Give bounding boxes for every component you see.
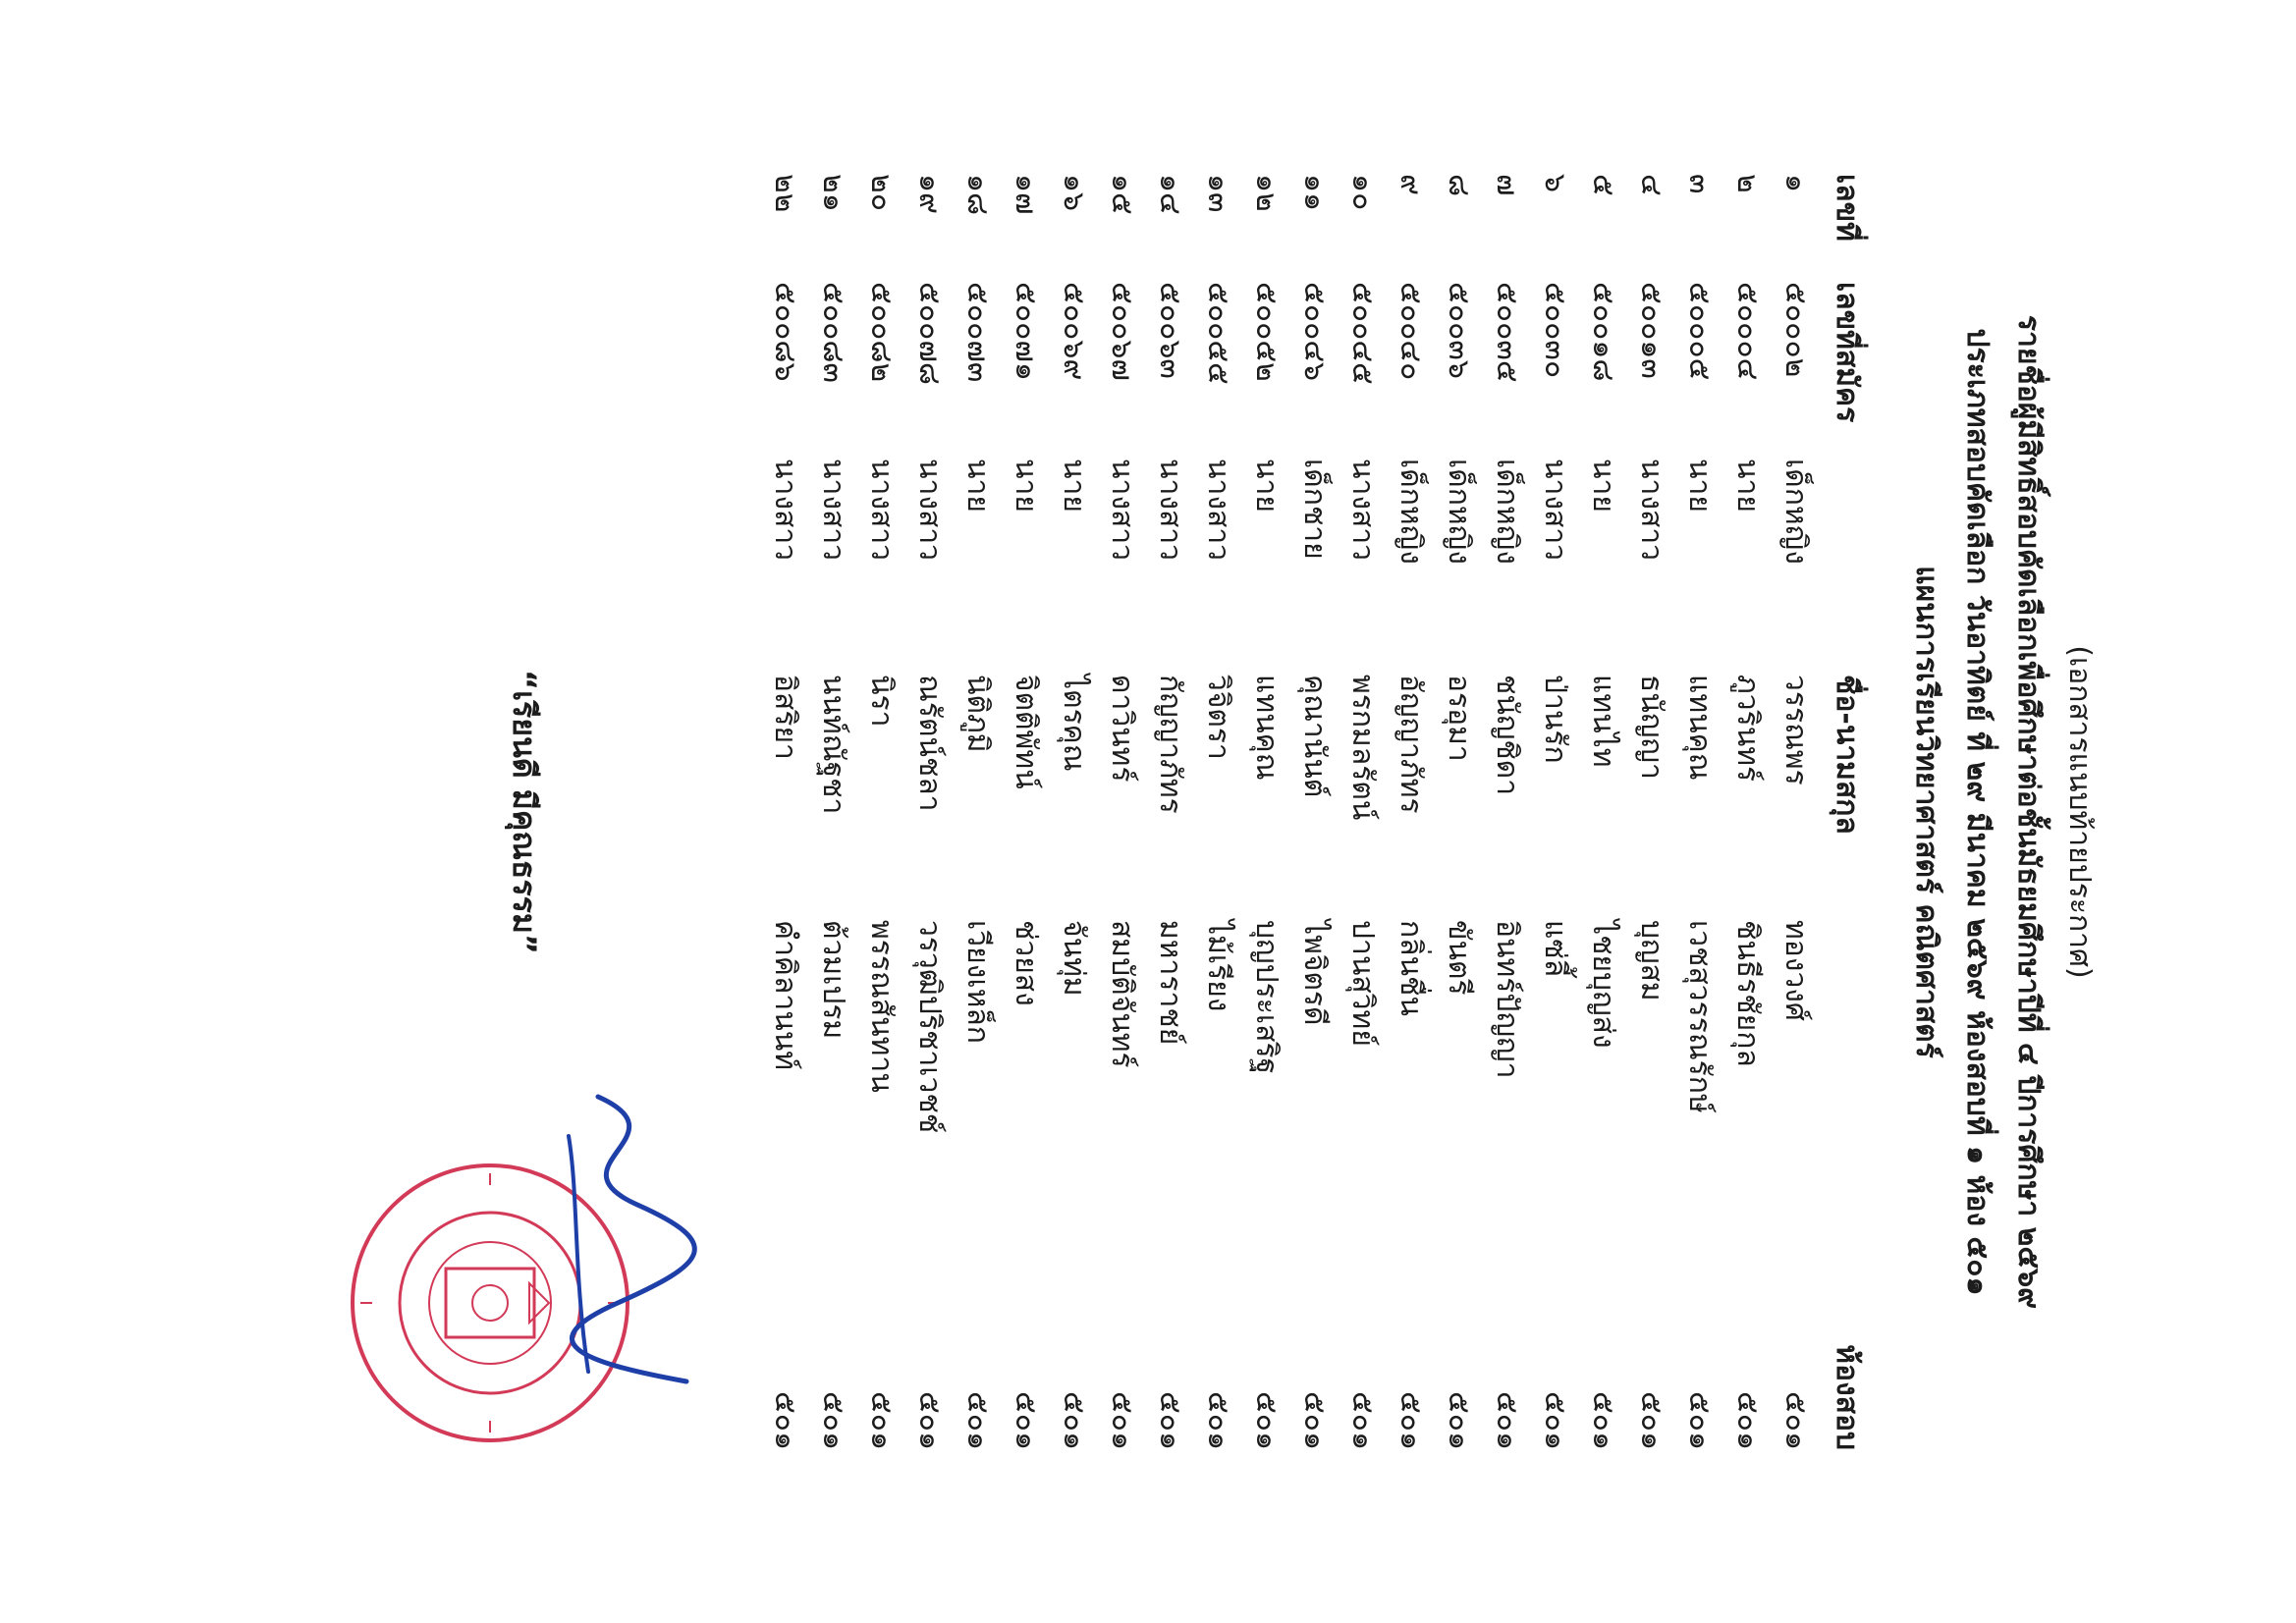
handwritten-signature xyxy=(529,1077,745,1401)
cell-applicant-id: ๕๐๐๖๓ xyxy=(1153,281,1187,379)
col-header-no: เลขที่ xyxy=(1830,173,1865,242)
study-program: แผนการเรียนวิทยาศาสตร์ คณิตศาสตร์ xyxy=(1909,565,1943,1058)
cell-room: ๕๐๑ xyxy=(1345,1390,1380,1450)
cell-no: ๑๖ xyxy=(1057,173,1091,211)
cell-applicant-id: ๕๐๐๔๖ xyxy=(1297,281,1332,381)
cell-first-name: แทนคุณ xyxy=(1249,674,1284,781)
cell-prefix: เด็กหญิง xyxy=(1778,458,1813,565)
cell-prefix: เด็กหญิง xyxy=(1394,458,1428,565)
cell-no: ๒๐ xyxy=(864,173,899,211)
document-note: (เอกสารแนบท้ายประกาศ) xyxy=(2062,644,2097,979)
cell-last-name: สมบัติจันทร์ xyxy=(1105,919,1139,1068)
cell-last-name: แซ่ลี้ xyxy=(1538,919,1572,977)
cell-applicant-id: ๕๐๐๗๓ xyxy=(960,281,995,382)
cell-room: ๕๐๑ xyxy=(1297,1390,1332,1450)
cell-room: ๕๐๑ xyxy=(1442,1390,1476,1450)
cell-no: ๑๓ xyxy=(1201,173,1235,213)
cell-last-name: จันทุ่ม xyxy=(1057,919,1091,997)
table-row xyxy=(1339,174,1387,1450)
cell-last-name: คำคิลานนท์ xyxy=(768,919,802,1070)
cell-no: ๑๐ xyxy=(1345,173,1380,210)
cell-no: ๑๗ xyxy=(1009,173,1043,215)
cell-last-name: พรรณสันทาน xyxy=(864,919,899,1093)
cell-no: ๙ xyxy=(1394,173,1428,195)
cell-first-name: ชนัญชิดา xyxy=(1490,674,1524,795)
cell-prefix: นางสาว xyxy=(864,458,899,561)
col-header-room: ห้องสอบ xyxy=(1830,1343,1865,1450)
cell-last-name: ต้วมเปรม xyxy=(816,919,850,1039)
cell-last-name: เวชสุวรรณรักษ์ xyxy=(1682,919,1717,1113)
cell-first-name: กัญญาภัทร xyxy=(1153,674,1187,814)
cell-room: ๕๐๑ xyxy=(1778,1390,1813,1450)
table-row xyxy=(1627,174,1675,1450)
cell-room: ๕๐๑ xyxy=(1057,1390,1091,1450)
table-row xyxy=(1723,174,1772,1450)
cell-no: ๑๑ xyxy=(1297,173,1332,211)
cell-first-name: นนท์ณัฐชา xyxy=(816,674,850,814)
cell-applicant-id: ๕๐๐๐๒ xyxy=(1778,281,1813,377)
cell-no: ๑๙ xyxy=(912,173,947,214)
cell-first-name: อรอุมา xyxy=(1442,674,1476,762)
cell-first-name: แทนไท xyxy=(1586,674,1620,767)
cell-prefix: นาย xyxy=(1730,458,1765,513)
cell-first-name: จิตติพัทน์ xyxy=(1009,674,1043,789)
cell-no: ๑๔ xyxy=(1153,173,1187,215)
cell-prefix: นางสาว xyxy=(1345,458,1380,561)
cell-last-name: เวียงเหล็ก xyxy=(960,919,995,1044)
cell-room: ๕๐๑ xyxy=(1682,1390,1717,1450)
cell-last-name: ไพจิตรดี xyxy=(1297,919,1332,1026)
cell-first-name: วิจิตรา xyxy=(1201,674,1235,760)
school-motto: “เรียนดี มีคุณธรรม” xyxy=(506,669,543,954)
cell-applicant-id: ๕๐๐๓๐ xyxy=(1538,281,1572,378)
cell-prefix: นางสาว xyxy=(768,458,802,561)
cell-room: ๕๐๑ xyxy=(1538,1390,1572,1450)
table-row xyxy=(905,174,954,1450)
table-row xyxy=(1242,174,1290,1450)
cell-no: ๔ xyxy=(1634,173,1668,196)
cell-first-name: วรรณพร xyxy=(1778,674,1813,785)
cell-room: ๕๐๑ xyxy=(768,1390,802,1450)
table-row xyxy=(1531,174,1579,1450)
cell-no: ๗ xyxy=(1490,173,1524,196)
cell-last-name: ไชยบุญส่ง xyxy=(1586,919,1620,1049)
cell-last-name: บุญประเสริฐ xyxy=(1249,919,1284,1074)
table-row xyxy=(1435,174,1483,1450)
table-row xyxy=(1579,174,1627,1450)
cell-room: ๕๐๑ xyxy=(1634,1390,1668,1450)
cell-room: ๕๐๑ xyxy=(1730,1390,1765,1450)
col-header-name: ชื่อ-นามสกุล xyxy=(1830,674,1865,835)
table-row xyxy=(1146,174,1194,1450)
cell-applicant-id: ๕๐๐๓๖ xyxy=(1442,281,1476,379)
cell-last-name: วรวุฒิปริชาเวชช์ xyxy=(912,919,947,1133)
cell-room: ๕๐๑ xyxy=(816,1390,850,1450)
cell-last-name: ไม้เรียง xyxy=(1201,919,1235,1011)
cell-first-name: ณรัตน์ชลา xyxy=(912,674,947,812)
cell-applicant-id: ๕๐๐๑๓ xyxy=(1634,281,1668,379)
exam-details: ประเภทสอบคัดเลือก วันอาทิตย์ ที่ ๒๙ มีนาคม ๒๕๖๙ ห้องสอบที่ ๑ ห้อง ๕๐๑ xyxy=(1960,328,1995,1295)
cell-first-name: ธนัญญา xyxy=(1634,674,1668,780)
cell-no: ๑ xyxy=(1778,173,1813,192)
cell-prefix: นางสาว xyxy=(1153,458,1187,561)
cell-no: ๘ xyxy=(1442,173,1476,196)
table-row xyxy=(954,174,1002,1450)
rotated-document-page xyxy=(78,36,2218,1588)
cell-last-name: บุญสม xyxy=(1634,919,1668,1001)
cell-prefix: เด็กหญิง xyxy=(1442,458,1476,565)
cell-room: ๕๐๑ xyxy=(1394,1390,1428,1450)
cell-first-name: ไตรคุณ xyxy=(1057,674,1091,772)
cell-applicant-id: ๕๐๐๔๕ xyxy=(1345,281,1380,385)
cell-applicant-id: ๕๐๐๐๔ xyxy=(1730,281,1765,380)
cell-applicant-id: ๕๐๐๖๗ xyxy=(1105,281,1139,381)
table-row xyxy=(809,174,857,1450)
col-header-applicant-id: เลขที่สมัคร xyxy=(1830,281,1865,422)
cell-no: ๒ xyxy=(1730,173,1765,193)
cell-room: ๕๐๑ xyxy=(960,1390,995,1450)
cell-last-name: กลิ่นชื่น xyxy=(1394,919,1428,1016)
candidate-table xyxy=(761,174,1875,1450)
cell-room: ๕๐๑ xyxy=(1490,1390,1524,1450)
cell-last-name: ทองวงศ์ xyxy=(1778,919,1813,1021)
cell-prefix: นาย xyxy=(1057,458,1091,513)
table-row xyxy=(857,174,905,1450)
cell-prefix: เด็กชาย xyxy=(1297,458,1332,560)
cell-applicant-id: ๕๐๐๔๐ xyxy=(1394,281,1428,380)
table-row xyxy=(1772,174,1820,1450)
cell-first-name: คุณานันต์ xyxy=(1297,674,1332,797)
cell-no: ๒๒ xyxy=(768,173,802,213)
cell-room: ๕๐๑ xyxy=(1586,1390,1620,1450)
table-row xyxy=(761,174,809,1450)
cell-first-name: อิสริยา xyxy=(768,674,802,760)
cell-prefix: นางสาว xyxy=(1538,458,1572,561)
cell-first-name: นิติภูมิ xyxy=(960,674,995,753)
table-row xyxy=(1002,174,1050,1450)
cell-applicant-id: ๕๐๐๗๘ xyxy=(912,281,947,385)
cell-no: ๑๒ xyxy=(1249,173,1284,212)
cell-room: ๕๐๑ xyxy=(912,1390,947,1450)
cell-applicant-id: ๕๐๐๘๒ xyxy=(864,281,899,382)
table-row xyxy=(1194,174,1242,1450)
cell-last-name: ขันตรี xyxy=(1442,919,1476,996)
table-row xyxy=(1387,174,1435,1450)
cell-prefix: นาย xyxy=(1586,458,1620,513)
cell-prefix: นาย xyxy=(1682,458,1717,513)
cell-last-name: อินทร์ปัญญา xyxy=(1490,919,1524,1078)
cell-no: ๖ xyxy=(1538,173,1572,192)
cell-first-name: อัญญาภัทร xyxy=(1394,674,1428,814)
table-row xyxy=(1050,174,1098,1450)
cell-prefix: นาย xyxy=(1249,458,1284,513)
cell-prefix: นาย xyxy=(960,458,995,513)
cell-prefix: นางสาว xyxy=(816,458,850,561)
cell-last-name: ปานสุวิทย์ xyxy=(1345,919,1380,1047)
cell-applicant-id: ๕๐๐๐๕ xyxy=(1682,281,1717,380)
cell-room: ๕๐๑ xyxy=(1009,1390,1043,1450)
cell-first-name: ป่านรัก xyxy=(1538,674,1572,764)
cell-applicant-id: ๕๐๐๑๘ xyxy=(1586,281,1620,382)
cell-prefix: เด็กหญิง xyxy=(1490,458,1524,565)
cell-first-name: นิรา xyxy=(864,674,899,727)
cell-no: ๑๘ xyxy=(960,173,995,215)
cell-applicant-id: ๕๐๐๕๒ xyxy=(1249,281,1284,382)
table-row xyxy=(1098,174,1146,1450)
cell-applicant-id: ๕๐๐๖๙ xyxy=(1057,281,1091,380)
cell-no: ๑๕ xyxy=(1105,173,1139,215)
cell-first-name: แทนคุณ xyxy=(1682,674,1717,781)
cell-last-name: ช่วยสง xyxy=(1009,919,1043,1006)
cell-no: ๓ xyxy=(1682,173,1717,194)
document-title: รายชื่อผู้มีสิทธิ์สอบคัดเลือกเพื่อศึกษาต่อชั้นมัธยมศึกษาปีที่ ๔ ปีการศึกษา ๒๕๖๙ xyxy=(2011,314,2046,1309)
cell-room: ๕๐๑ xyxy=(1153,1390,1187,1450)
cell-last-name: ชินธีรชัยกุล xyxy=(1730,919,1765,1067)
cell-room: ๕๐๑ xyxy=(1249,1390,1284,1450)
table-row xyxy=(1483,174,1531,1450)
cell-prefix: นางสาว xyxy=(912,458,947,561)
cell-prefix: นาย xyxy=(1009,458,1043,513)
cell-no: ๕ xyxy=(1586,173,1620,196)
cell-prefix: นางสาว xyxy=(1105,458,1139,561)
cell-last-name: มหาราชย์ xyxy=(1153,919,1187,1045)
cell-room: ๕๐๑ xyxy=(1105,1390,1139,1450)
cell-applicant-id: ๕๐๐๓๕ xyxy=(1490,281,1524,383)
cell-first-name: ภูวรินทร์ xyxy=(1730,674,1765,782)
cell-applicant-id: ๕๐๐๗๑ xyxy=(1009,281,1043,381)
table-row xyxy=(1290,174,1339,1450)
cell-no: ๒๑ xyxy=(816,173,850,212)
cell-prefix: นางสาว xyxy=(1201,458,1235,561)
cell-first-name: ดาวินทร์ xyxy=(1105,674,1139,783)
cell-applicant-id: ๕๐๐๕๕ xyxy=(1201,281,1235,385)
cell-prefix: นางสาว xyxy=(1634,458,1668,561)
cell-applicant-id: ๕๐๐๘๓ xyxy=(816,281,850,383)
cell-first-name: พรกมลรัตน์ xyxy=(1345,674,1380,820)
cell-room: ๕๐๑ xyxy=(864,1390,899,1450)
table-row xyxy=(1675,174,1723,1450)
table-body xyxy=(761,174,1820,1450)
cell-applicant-id: ๕๐๐๘๖ xyxy=(768,281,802,382)
cell-room: ๕๐๑ xyxy=(1201,1390,1235,1450)
table-header-row xyxy=(1820,174,1875,1450)
